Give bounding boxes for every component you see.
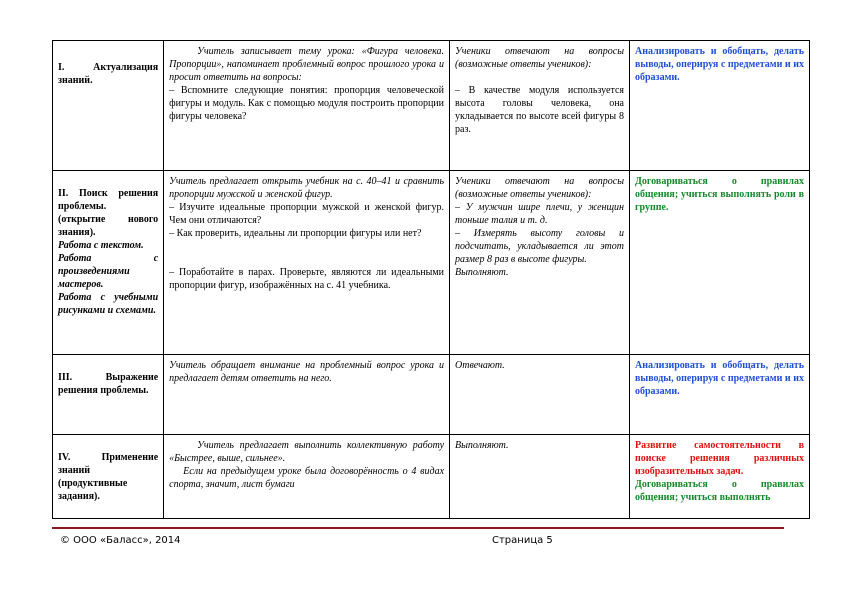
- teacher-text: Учитель обращает внимание на проблемный вопрос урока и предлагает детям ответить на него.: [169, 360, 445, 384]
- uud-cell: [630, 171, 810, 355]
- table-row: [53, 435, 810, 519]
- table-row: [53, 171, 810, 355]
- students-cell: [450, 435, 630, 519]
- teacher-text: – Вспомните следующие понятия: пропорция человеческой фигуры и модуль. Как с помощью модуля построить пропорции фигуры человека?: [169, 85, 445, 122]
- teacher-text: Учитель предлагает открыть учебник на с. 40–41 и сравнить пропорции мужской и женской фигур.: [169, 176, 445, 200]
- students-text: – В качестве модуля используется высота головы человека, она укладывается по высоте всей фигуры 8 раз.: [455, 85, 624, 135]
- students-text: Ученики отвечают на вопросы (возможные ответы учеников):: [455, 176, 624, 200]
- stage-cell: [53, 171, 164, 355]
- teacher-text: – Изучите идеальные пропорции мужской и женской фигур. Чем они отличаются?: [169, 202, 445, 226]
- stage-subtitle: (открытие нового знания).: [58, 214, 159, 238]
- students-cell: [450, 171, 630, 355]
- uud-text: Анализировать и обобщать, делать выводы, оперируя с предметами и их образами.: [635, 46, 804, 83]
- teacher-text: Учитель записывает тему урока: «Фигура человека. Пропорции», напоминает проблемный вопрос прошлого урока и просит ответить на вопросы:: [169, 46, 445, 83]
- footer-rule: [52, 527, 784, 529]
- students-text: Выполняют.: [455, 267, 509, 278]
- stage-method: Работа с текстом.: [58, 240, 144, 251]
- students-cell: [450, 355, 630, 435]
- uud-text: Развитие самостоятельности в поиске решения различных изобразительных задач.: [635, 440, 804, 477]
- table-row: [53, 355, 810, 435]
- stage-cell: [53, 41, 164, 171]
- table-row: [53, 41, 810, 171]
- students-text: Отвечают.: [455, 360, 505, 371]
- stage-method: Работа с учебными рисунками и схемами.: [58, 292, 159, 316]
- stage-subtitle: (продуктивные задания).: [58, 478, 128, 502]
- uud-cell: [630, 41, 810, 171]
- footer-copyright: © ООО «Баласс», 2014: [60, 535, 181, 546]
- uud-text: Анализировать и обобщать, делать выводы, оперируя с предметами и их образами.: [635, 360, 804, 397]
- stage-title: II. Поиск решения проблемы.: [58, 188, 159, 212]
- students-cell: [450, 41, 630, 171]
- students-text: Ученики отвечают на вопросы (возможные ответы учеников):: [455, 46, 624, 70]
- stage-title: Актуализация знаний.: [58, 62, 159, 86]
- stage-title: IV. Применение знаний: [58, 452, 159, 476]
- teacher-text: – Поработайте в парах. Проверьте, являются ли идеальными пропорции фигур, изображённых на с. 41 учебника.: [169, 267, 445, 291]
- stage-method: Работа с произведениями мастеров.: [58, 253, 159, 290]
- teacher-cell: [164, 355, 450, 435]
- stage-cell: [53, 355, 164, 435]
- stage-number: I.: [58, 62, 65, 73]
- students-text: – У мужчин шире плечи, у женщин тоньше талия и т. д.: [455, 202, 624, 226]
- uud-text: Договариваться о правилах общения; учиться выполнять: [635, 479, 804, 503]
- lesson-plan-table: [52, 40, 810, 519]
- teacher-text: Учитель предлагает выполнить коллективную работу «Быстрее, выше, сильнее».: [169, 440, 445, 464]
- teacher-text: – Как проверить, идеальны ли пропорции фигуры или нет?: [169, 228, 422, 239]
- stage-cell: [53, 435, 164, 519]
- teacher-cell: [164, 435, 450, 519]
- students-text: – Измерять высоту головы и подсчитать, укладывается ли этот размер 8 раз в высоте фигуры.: [455, 228, 624, 265]
- uud-cell: [630, 355, 810, 435]
- uud-text: Договариваться о правилах общения; учиться выполнять роли в группе.: [635, 176, 804, 213]
- footer-page-number: Страница 5: [492, 535, 553, 546]
- teacher-cell: [164, 171, 450, 355]
- teacher-cell: [164, 41, 450, 171]
- uud-cell: [630, 435, 810, 519]
- teacher-text: Если на предыдущем уроке была договорённость о 4 видах спорта, значит, лист бумаги: [169, 466, 445, 490]
- students-text: Выполняют.: [455, 440, 509, 451]
- stage-title: III. Выражение решения проблемы.: [58, 372, 159, 396]
